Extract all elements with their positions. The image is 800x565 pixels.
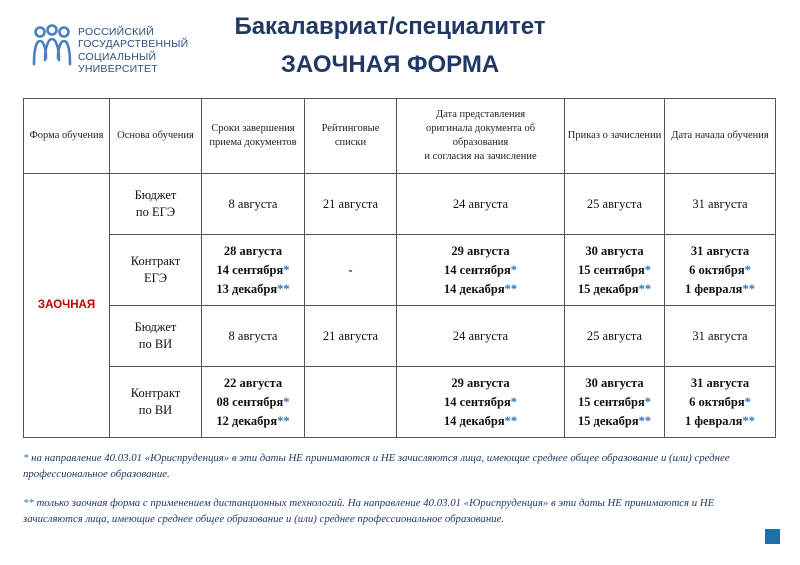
header-deadlines: Сроки завершения приема документов (202, 99, 305, 174)
date-line: 15 декабря** (577, 413, 652, 428)
submission-cell: 24 августа (397, 306, 565, 367)
submission-cell (397, 367, 565, 438)
table-row (24, 235, 776, 306)
basis-cell (110, 174, 202, 235)
date-line: 14 сентября* (443, 394, 518, 409)
date-line: 22 августа (223, 375, 283, 390)
university-logo (30, 24, 188, 76)
date-line: 14 декабря** (443, 413, 518, 428)
table-row (24, 174, 776, 235)
order-cell: 25 августа (565, 174, 665, 235)
admission-schedule-table (23, 98, 776, 438)
footnotes (23, 451, 768, 527)
date-line: 14 сентября* (443, 262, 518, 277)
logo-line: РОССИЙСКИЙ (78, 26, 154, 38)
rating-cell: 21 августа (305, 174, 397, 235)
basis-line: Контракт (130, 254, 181, 268)
basis-line: Бюджет (134, 320, 177, 334)
start-cell (665, 367, 776, 438)
form-cell: ЗАОЧНАЯ (24, 174, 110, 438)
date-line: 15 декабря** (577, 281, 652, 296)
date-line: 08 сентября* (216, 394, 290, 409)
basis-cell (110, 367, 202, 438)
header-submission-line: оригинала документа об (425, 123, 536, 134)
header-form: Форма обучения (24, 99, 110, 174)
people-group-icon (30, 24, 74, 66)
footnote-2: ** только заочная форма с применением дистанционных технологий. На направление 40.03.01 «Юриспруденция» в эти даты НЕ принимаются и НЕ зачисляются лица, имеющие среднее общее образование и (или) среднее профессиональное образование. (23, 497, 715, 525)
date-line: 6 октября* (689, 394, 751, 409)
deadline-cell (202, 235, 305, 306)
date-line: 1 февраля** (685, 281, 755, 296)
order-cell: 25 августа (565, 306, 665, 367)
title-line-2: ЗАОЧНАЯ ФОРМА (280, 51, 500, 78)
logo-line: ГОСУДАРСТВЕННЫЙ (78, 38, 189, 51)
basis-line: Бюджет (134, 188, 177, 202)
title-line-1: Бакалавриат/специалитет (234, 13, 546, 40)
footnote-1: * на направление 40.03.01 «Юриспруденция» в эти даты НЕ принимаются и НЕ зачисляются лица, имеющие среднее общее образование и (или) среднее профессиональное образование. (23, 452, 730, 480)
rating-cell: 21 августа (305, 306, 397, 367)
date-line: 14 декабря** (443, 281, 518, 296)
date-line: 14 сентября* (216, 262, 290, 277)
date-line: 30 августа (585, 375, 644, 390)
logo-line: СОЦИАЛЬНЫЙ (78, 50, 157, 63)
start-cell: 31 августа (665, 306, 776, 367)
basis-cell (110, 235, 202, 306)
date-line: 31 августа (690, 243, 750, 258)
basis-line: по ВИ (138, 337, 173, 351)
header-submission (397, 99, 565, 174)
deadline-cell: 8 августа (202, 306, 305, 367)
header-rating: Рейтинговые списки (305, 99, 397, 174)
page-title (180, 8, 600, 84)
date-line: 29 августа (451, 243, 510, 258)
date-line: 29 августа (451, 375, 510, 390)
basis-line: по ВИ (138, 403, 173, 417)
submission-cell (397, 235, 565, 306)
start-cell: 31 августа (665, 174, 776, 235)
date-line: 15 сентября* (577, 394, 652, 409)
basis-line: ЕГЭ (143, 271, 168, 285)
order-cell (565, 367, 665, 438)
table-header-row (24, 99, 776, 174)
header-submission-line: Дата представления (435, 109, 526, 120)
start-cell (665, 235, 776, 306)
corner-square (765, 529, 780, 544)
header-submission-line: и согласия на зачисление (424, 151, 537, 162)
deadline-cell (202, 367, 305, 438)
logo-text (78, 26, 188, 76)
date-line: 12 декабря** (216, 413, 290, 428)
date-line: 31 августа (690, 375, 750, 390)
header-order: Приказ о зачислении (565, 99, 665, 174)
rating-cell (305, 367, 397, 438)
date-line: 1 февраля** (685, 413, 755, 428)
rating-cell: - (305, 235, 397, 306)
table-row (24, 367, 776, 438)
date-line: 28 августа (223, 243, 283, 258)
date-line: 13 декабря** (216, 281, 290, 296)
table-row (24, 306, 776, 367)
basis-line: Контракт (130, 386, 181, 400)
deadline-cell: 8 августа (202, 174, 305, 235)
logo-line: УНИВЕРСИТЕТ (78, 63, 158, 76)
date-line: 30 августа (585, 243, 644, 258)
date-line: 15 сентября* (577, 262, 652, 277)
header-start: Дата начала обучения (665, 99, 776, 174)
header-submission-line: образования (452, 137, 509, 148)
basis-cell (110, 306, 202, 367)
header-basis: Основа обучения (110, 99, 202, 174)
submission-cell: 24 августа (397, 174, 565, 235)
order-cell (565, 235, 665, 306)
basis-line: по ЕГЭ (135, 205, 176, 219)
date-line: 6 октября* (689, 262, 751, 277)
